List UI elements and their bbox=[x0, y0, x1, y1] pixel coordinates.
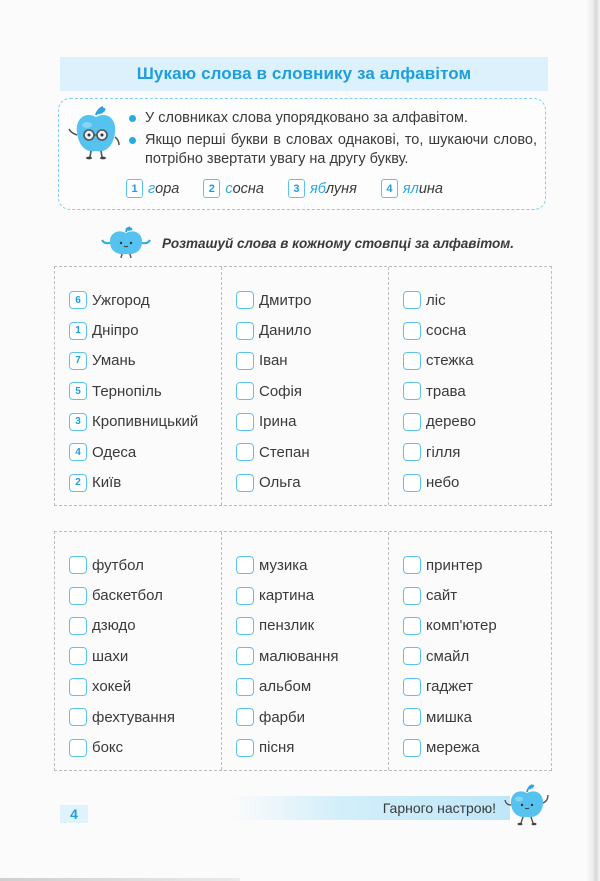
word-label: альбом bbox=[259, 678, 312, 696]
word-grid-1 bbox=[54, 266, 552, 506]
list-item bbox=[236, 376, 388, 406]
footer-band bbox=[230, 796, 510, 820]
list-item bbox=[403, 641, 551, 671]
list-item bbox=[69, 315, 221, 345]
list-item bbox=[403, 702, 551, 732]
order-input-box[interactable] bbox=[403, 708, 421, 726]
word-label: гілля bbox=[426, 443, 461, 461]
page-number bbox=[60, 805, 88, 823]
order-input-box[interactable]: 4 bbox=[69, 443, 87, 461]
word-label: хокей bbox=[92, 678, 132, 696]
page-title-band bbox=[60, 57, 548, 91]
word-label: пісня bbox=[259, 739, 295, 757]
word-label: дерево bbox=[426, 413, 476, 431]
list-item bbox=[403, 580, 551, 610]
word-label: Дніпро bbox=[92, 322, 139, 340]
list-item bbox=[236, 346, 388, 376]
word-label: мишка bbox=[426, 708, 472, 726]
order-input-box[interactable] bbox=[403, 352, 421, 370]
order-input-box[interactable] bbox=[403, 382, 421, 400]
list-item bbox=[236, 407, 388, 437]
list-item bbox=[236, 611, 388, 641]
list-item bbox=[69, 550, 221, 580]
list-item bbox=[69, 672, 221, 702]
rule-box bbox=[58, 98, 546, 210]
task-instruction bbox=[98, 226, 514, 260]
list-item bbox=[69, 376, 221, 406]
number-box: 3 bbox=[288, 179, 305, 198]
order-input-box[interactable]: 1 bbox=[69, 322, 87, 340]
word-label: стежка bbox=[426, 352, 474, 370]
list-item bbox=[236, 315, 388, 345]
order-input-box[interactable] bbox=[236, 556, 254, 574]
word-label: пензлик bbox=[259, 617, 315, 635]
word-column bbox=[55, 532, 221, 770]
order-input-box[interactable] bbox=[69, 739, 87, 757]
word-label: фарби bbox=[259, 708, 305, 726]
word-rest: осна bbox=[232, 180, 264, 197]
number-box: 2 bbox=[203, 179, 220, 198]
highlighted-letters: яб bbox=[309, 180, 326, 197]
order-input-box[interactable] bbox=[403, 678, 421, 696]
list-item bbox=[236, 641, 388, 671]
order-input-box[interactable]: 3 bbox=[69, 413, 87, 431]
word-label: сосна bbox=[426, 322, 467, 340]
order-input-box[interactable] bbox=[236, 587, 254, 605]
word-label: Умань bbox=[92, 352, 136, 370]
rule-item: У словниках слова упорядковано за алфавітом. bbox=[127, 109, 537, 128]
list-item bbox=[69, 407, 221, 437]
word-label: Кропивницький bbox=[92, 413, 199, 431]
order-input-box[interactable] bbox=[403, 291, 421, 309]
list-item bbox=[403, 376, 551, 406]
highlighted-letters: ял bbox=[402, 180, 419, 197]
page-edge-shadow bbox=[586, 0, 600, 881]
list-item bbox=[403, 550, 551, 580]
list-item bbox=[236, 437, 388, 467]
highlighted-letters: с bbox=[225, 180, 233, 197]
example-item bbox=[381, 179, 443, 198]
list-item bbox=[403, 315, 551, 345]
order-input-box[interactable] bbox=[236, 443, 254, 461]
list-item bbox=[69, 437, 221, 467]
list-item bbox=[403, 732, 551, 762]
word-label: музика bbox=[259, 556, 308, 574]
word-label: Ірина bbox=[259, 413, 297, 431]
list-item bbox=[403, 672, 551, 702]
list-item bbox=[403, 467, 551, 497]
word-label: Данило bbox=[259, 322, 312, 340]
list-item bbox=[236, 702, 388, 732]
order-input-box[interactable] bbox=[236, 322, 254, 340]
word-label: комп'ютер bbox=[426, 617, 497, 635]
word-label: шахи bbox=[92, 647, 129, 665]
word-column bbox=[221, 532, 388, 770]
word-rest: ина bbox=[418, 180, 443, 197]
order-input-box[interactable]: 6 bbox=[69, 291, 87, 309]
word-label: фехтування bbox=[92, 708, 176, 726]
order-input-box[interactable] bbox=[403, 739, 421, 757]
order-input-box[interactable] bbox=[236, 352, 254, 370]
word-label: ліс bbox=[426, 291, 446, 309]
order-input-box[interactable] bbox=[236, 382, 254, 400]
word-label: Ольга bbox=[259, 474, 301, 492]
list-item bbox=[236, 732, 388, 762]
word-label: сайт bbox=[426, 587, 458, 605]
word-label: бокс bbox=[92, 739, 124, 757]
word-label: баскетбол bbox=[92, 587, 163, 605]
list-item bbox=[236, 467, 388, 497]
page-title: Шукаю слова в словнику за алфавітом bbox=[136, 64, 472, 83]
word-label: Степан bbox=[259, 443, 310, 461]
list-item bbox=[403, 611, 551, 641]
highlighted-letters: г bbox=[148, 180, 156, 197]
number-box: 4 bbox=[381, 179, 398, 198]
list-item bbox=[236, 285, 388, 315]
word-label: трава bbox=[426, 382, 466, 400]
example-item bbox=[126, 179, 179, 198]
apple-mascot-icon bbox=[98, 226, 154, 260]
order-input-box[interactable] bbox=[69, 617, 87, 635]
order-input-box[interactable] bbox=[69, 556, 87, 574]
word-rest: луня bbox=[325, 180, 357, 197]
word-label: гаджет bbox=[426, 678, 473, 696]
order-input-box[interactable] bbox=[403, 556, 421, 574]
word-label: смайл bbox=[426, 647, 470, 665]
number-box: 1 bbox=[126, 179, 143, 198]
list-item bbox=[403, 437, 551, 467]
word-label: небо bbox=[426, 474, 460, 492]
word-label: Дмитро bbox=[259, 291, 312, 309]
word-label: Ужгород bbox=[92, 291, 150, 309]
list-item bbox=[69, 611, 221, 641]
word-label: Іван bbox=[259, 352, 288, 370]
list-item bbox=[69, 346, 221, 376]
order-input-box[interactable] bbox=[403, 322, 421, 340]
word-column bbox=[388, 267, 551, 505]
apple-mascot-glasses-icon bbox=[67, 105, 125, 165]
word-label: футбол bbox=[92, 556, 144, 574]
order-input-box[interactable]: 2 bbox=[69, 474, 87, 492]
word-label: мережа bbox=[426, 739, 480, 757]
word-label: Одеса bbox=[92, 443, 137, 461]
word-column bbox=[55, 267, 221, 505]
word-label: Київ bbox=[92, 474, 122, 492]
order-input-box[interactable] bbox=[236, 708, 254, 726]
list-item bbox=[403, 346, 551, 376]
list-item bbox=[236, 580, 388, 610]
example-item bbox=[203, 179, 264, 198]
list-item bbox=[69, 641, 221, 671]
list-item bbox=[69, 702, 221, 732]
list-item bbox=[69, 285, 221, 315]
example-item bbox=[288, 179, 357, 198]
order-input-box[interactable] bbox=[69, 708, 87, 726]
word-label: картина bbox=[259, 587, 315, 605]
order-input-box[interactable] bbox=[236, 474, 254, 492]
order-input-box[interactable] bbox=[403, 474, 421, 492]
word-label: дзюдо bbox=[92, 617, 136, 635]
word-label: Софія bbox=[259, 382, 302, 400]
order-input-box[interactable] bbox=[236, 678, 254, 696]
rule-list bbox=[127, 109, 537, 169]
order-input-box[interactable] bbox=[236, 739, 254, 757]
instruction-text: Розташуй слова в кожному стовпці за алфавітом. bbox=[162, 235, 515, 251]
order-input-box[interactable] bbox=[236, 291, 254, 309]
page-number-text: 4 bbox=[70, 806, 78, 822]
order-input-box[interactable] bbox=[236, 617, 254, 635]
order-input-box[interactable]: 7 bbox=[69, 352, 87, 370]
list-item bbox=[403, 407, 551, 437]
word-column bbox=[221, 267, 388, 505]
order-input-box[interactable] bbox=[69, 587, 87, 605]
list-item bbox=[236, 550, 388, 580]
list-item bbox=[69, 732, 221, 762]
word-label: малювання bbox=[259, 647, 339, 665]
order-input-box[interactable]: 5 bbox=[69, 382, 87, 400]
word-label: Тернопіль bbox=[92, 382, 162, 400]
list-item bbox=[69, 580, 221, 610]
order-input-box[interactable] bbox=[69, 647, 87, 665]
word-grid-2 bbox=[54, 531, 552, 771]
order-input-box[interactable] bbox=[69, 678, 87, 696]
word-label: принтер bbox=[426, 556, 483, 574]
word-column bbox=[388, 532, 551, 770]
order-input-box[interactable] bbox=[403, 587, 421, 605]
list-item bbox=[236, 672, 388, 702]
order-input-box[interactable] bbox=[403, 647, 421, 665]
list-item bbox=[403, 285, 551, 315]
example-list bbox=[126, 179, 467, 198]
order-input-box[interactable] bbox=[403, 443, 421, 461]
order-input-box[interactable] bbox=[403, 617, 421, 635]
order-input-box[interactable] bbox=[236, 413, 254, 431]
apple-mascot-waving-icon bbox=[503, 783, 551, 829]
order-input-box[interactable] bbox=[236, 647, 254, 665]
footer-text: Гарного настрою! bbox=[382, 800, 496, 816]
list-item bbox=[69, 467, 221, 497]
rule-item: Якщо перші букви в словах однакові, то, шукаючи слово, потрібно звертати увагу на другу букву. bbox=[127, 131, 537, 169]
order-input-box[interactable] bbox=[403, 413, 421, 431]
word-rest: ора bbox=[155, 180, 180, 197]
